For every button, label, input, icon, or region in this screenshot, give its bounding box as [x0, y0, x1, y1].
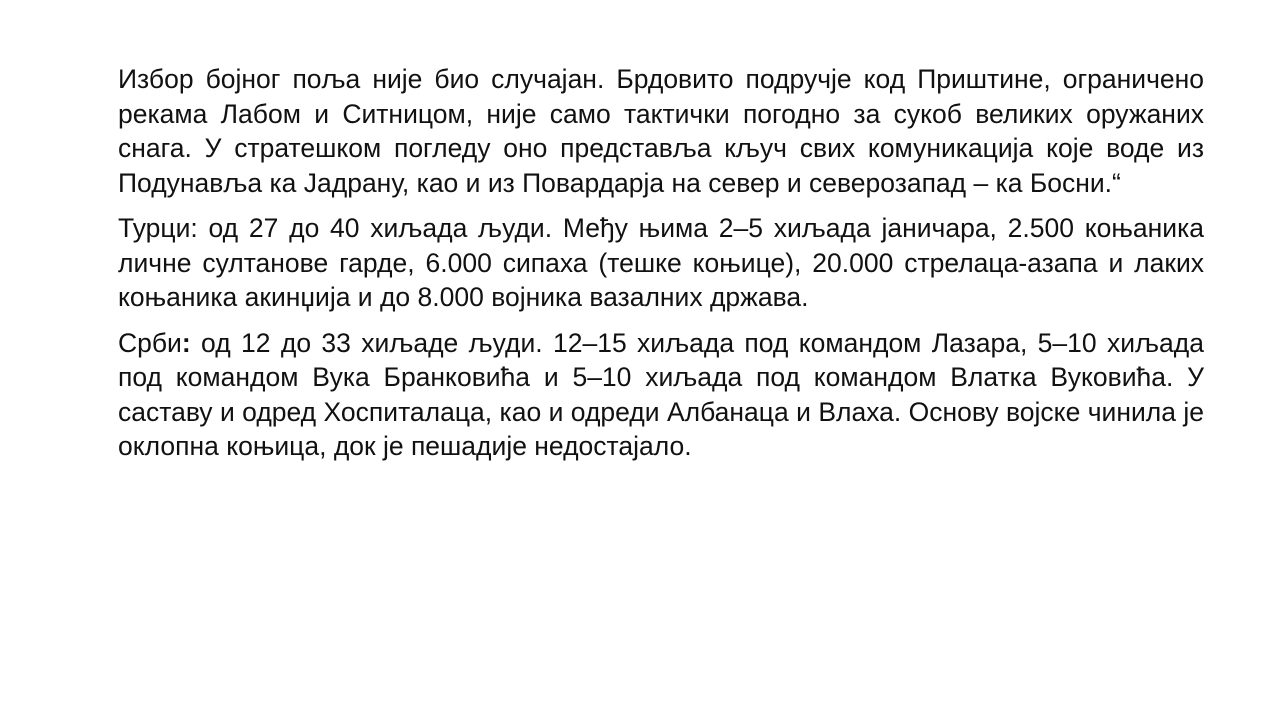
paragraph-serbs-lead: Срби	[118, 327, 182, 358]
paragraph-battlefield: Избор бојног поља није био случајан. Брдовито подручје код Приштине, ограничено рекама Лабом и Ситницом, није само тактички погодно за сукоб великих оружаних снага. У стратешком погледу оно представља кључ свих комуникација које воде из Подунавља ка Јадрану, као и из Повардарја на север и северозапад – ка Босни.“	[118, 64, 1204, 198]
slide-body-text	[118, 62, 1204, 475]
paragraph-serbs	[118, 326, 1204, 464]
paragraph-turks: Турци: од 27 до 40 хиљада људи. Међу њима 2–5 хиљада јаничара, 2.500 коњаника личне султанове гарде, 6.000 сипаха (тешке коњице), 20.000 стрелаца-азапа и лаких коњаника акинџија и до 8.000 војника вазалних држава.	[118, 213, 1204, 312]
paragraph-serbs-colon: :	[181, 327, 191, 358]
paragraph-serbs-rest: од 12 до 33 хиљаде људи. 12–15 хиљада под командом Лазара, 5–10 хиљада под командом Вука Бранковића и 5–10 хиљада под командом Влатка Вуковића. У саставу и одред Хоспиталаца, као и одреди Албанаца и Влаха. Основу војске чинила је оклопна коњица, док је пешадије недостајало.	[118, 327, 1204, 461]
